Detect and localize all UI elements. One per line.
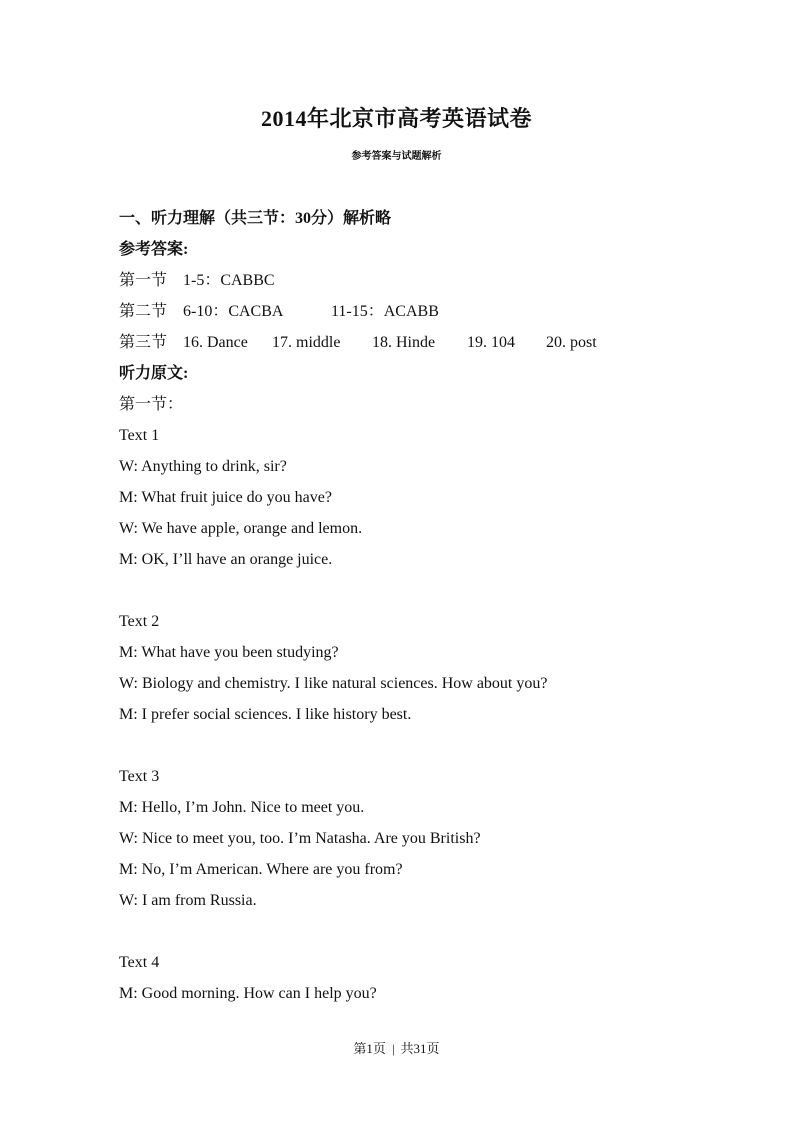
text-label: Text 3 (119, 768, 160, 785)
text-block (119, 420, 719, 575)
answer-item: 20. post (546, 334, 597, 351)
answer-row-part3 (119, 327, 719, 358)
answer-part-label: 第二节 (119, 303, 168, 320)
answers-heading: 参考答案: (119, 241, 189, 258)
transcript-heading: 听力原文: (119, 365, 189, 382)
dialogue-line: M: Good morning. How can I help you? (119, 985, 377, 1002)
dialogue-line: M: Hello, I’m John. Nice to meet you. (119, 799, 365, 816)
dialogue-line: M: I prefer social sciences. I like history best. (119, 706, 412, 723)
document-body (119, 203, 719, 1009)
answer-range: 1-5：CABBC (183, 272, 275, 289)
text-block (119, 606, 719, 730)
text-label: Text 1 (119, 427, 160, 444)
answer-row-part1 (119, 265, 719, 296)
part-label: 第一节： (119, 396, 184, 413)
text-label: Text 2 (119, 613, 160, 630)
dialogue-line: M: What have you been studying? (119, 644, 339, 661)
dialogue-line: W: I am from Russia. (119, 892, 257, 909)
dialogue-line: W: Anything to drink, sir? (119, 458, 287, 475)
page-total: 共31页 (400, 1041, 440, 1056)
document-title: 2014年北京市高考英语试卷 (260, 106, 532, 131)
answer-item: 19. 104 (467, 334, 515, 351)
answer-range: 6-10：CACBA (183, 303, 284, 320)
page-footer (0, 1038, 793, 1057)
answer-item: 17. middle (272, 334, 341, 351)
dialogue-line: M: No, I’m American. Where are you from? (119, 861, 403, 878)
section-heading: 一、听力理解（共三节：30分）解析略 (119, 210, 392, 227)
answer-item: 18. Hinde (372, 334, 436, 351)
dialogue-line: W: Nice to meet you, too. I’m Natasha. Are you British? (119, 830, 481, 847)
text-block (119, 761, 719, 916)
answer-range: 11-15：ACABB (331, 303, 439, 320)
text-label: Text 4 (119, 954, 160, 971)
dialogue-line: M: OK, I’ll have an orange juice. (119, 551, 333, 568)
dialogue-line: M: What fruit juice do you have? (119, 489, 332, 506)
dialogue-line: W: Biology and chemistry. I like natural sciences. How about you? (119, 675, 548, 692)
answer-part-label: 第三节 (119, 334, 168, 351)
answer-part-label: 第一节 (119, 272, 168, 289)
answer-item: 16. Dance (183, 334, 248, 351)
answer-row-part2 (119, 296, 719, 327)
dialogue-line: W: We have apple, orange and lemon. (119, 520, 363, 537)
document-subtitle: 参考答案与试题解析 (351, 151, 442, 162)
footer-separator: | (391, 1041, 395, 1056)
page-number: 第1页 (353, 1041, 386, 1056)
text-block (119, 947, 719, 1009)
